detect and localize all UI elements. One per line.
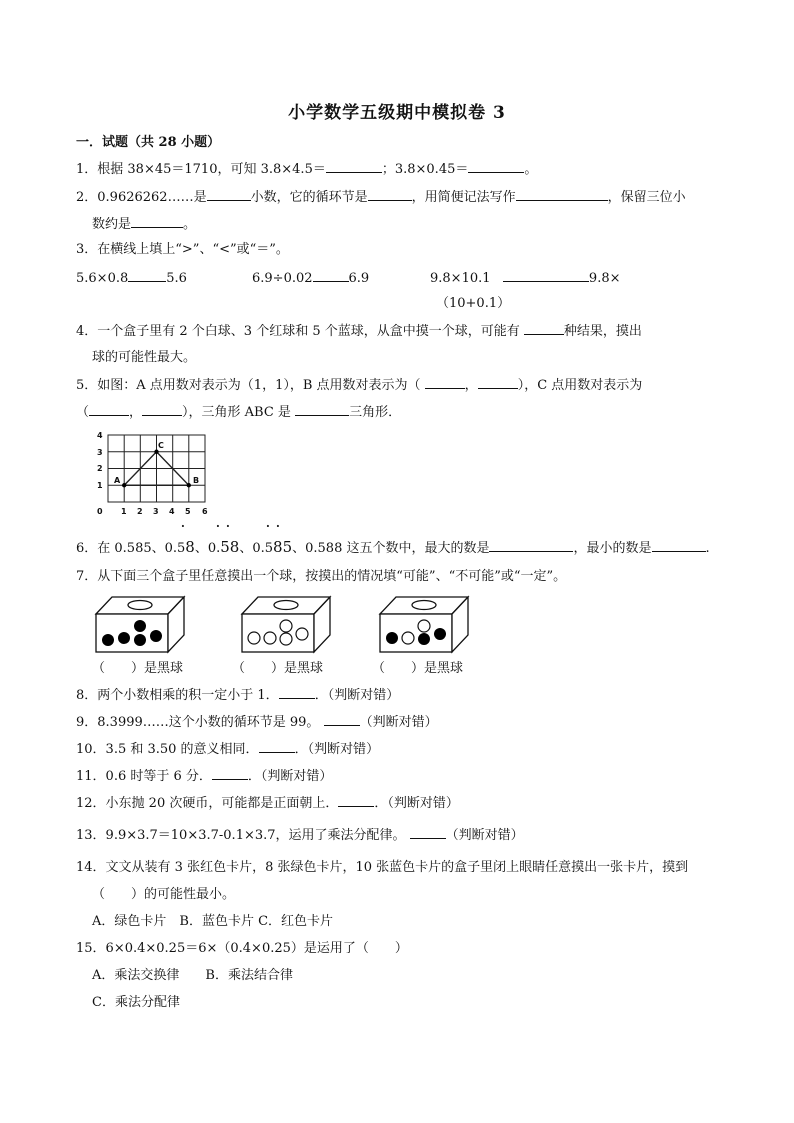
black-ball [118, 632, 130, 644]
question-8: 8．两个小数相乘的积一定小于 1． ．（判断对错） [76, 688, 400, 703]
answer-blank[interactable] [410, 826, 446, 839]
y-tick: 3 [97, 448, 103, 457]
ball-box-3 [378, 594, 470, 654]
answer-blank[interactable] [313, 269, 349, 282]
y-tick: 4 [97, 431, 103, 440]
question-4: 4．一个盒子里有 2 个白球、3 个红球和 5 个蓝球，从盒中摸一个球，可能有 种结果，摸出 [76, 324, 642, 339]
x-tick: 5 [185, 507, 191, 516]
x-tick: 0 [97, 507, 103, 516]
question-11: 11．0.6 时等于 6 分． ．（判断对错） [76, 769, 333, 784]
answer-blank[interactable] [503, 269, 589, 282]
question-3-expr-1: 5.6×0.8 5.6 [76, 271, 187, 286]
repeating-decimal-dot: · [181, 520, 185, 533]
point-c [154, 450, 158, 454]
answer-blank[interactable] [516, 188, 608, 201]
point-a [122, 483, 126, 487]
point-b [187, 483, 191, 487]
question-4-cont: 球的可能性最大。 [92, 350, 197, 365]
grid-lines [108, 435, 205, 502]
answer-blank[interactable] [207, 188, 251, 201]
question-15: 15．6×0.4×0.25＝6×（0.4×0.25）是运用了（ ） [76, 941, 408, 956]
answer-blank[interactable] [324, 713, 360, 726]
answer-blank[interactable] [652, 539, 706, 552]
coordinate-grid-figure [92, 428, 222, 520]
box-2-caption: （ ）是黑球 [232, 661, 324, 676]
question-15-option-c: C．乘法分配律 [92, 995, 180, 1010]
question-10: 10．3.5 和 3.50 的意义相同． ．（判断对错） [76, 742, 380, 757]
question-14-options: A．绿色卡片 B．蓝色卡片 C．红色卡片 [92, 914, 334, 929]
question-3: 3．在横线上填上“>”、“<”或“＝”。 [76, 242, 289, 257]
black-ball [134, 634, 146, 646]
white-ball [296, 628, 308, 640]
black-ball [102, 634, 114, 646]
box-3-caption: （ ）是黑球 [372, 661, 464, 676]
question-6: 6．在 0.585、0.58、0.58、0.585、0.588 这五个数中，最大的数是 ，最小的数是 . [76, 538, 710, 556]
answer-blank[interactable] [295, 403, 349, 416]
label-a: A [114, 476, 121, 485]
repeating-decimal-dot: · [276, 520, 280, 533]
y-tick: 1 [97, 481, 103, 490]
y-tick: 2 [97, 464, 103, 473]
answer-blank[interactable] [259, 740, 295, 753]
answer-blank[interactable] [131, 215, 183, 228]
white-ball [402, 632, 414, 644]
answer-blank[interactable] [478, 376, 518, 389]
answer-blank[interactable] [89, 403, 129, 416]
x-tick: 2 [137, 507, 143, 516]
x-tick: 6 [202, 507, 208, 516]
question-14-cont: （ ）的可能性最小。 [92, 887, 236, 902]
question-1: 1．根据 38×45＝1710，可知 3.8×4.5＝ ；3.8×0.45＝ 。 [76, 162, 538, 177]
white-ball [418, 620, 430, 632]
question-3-expr-3: 9.8×10.1 9.8× [430, 271, 621, 286]
question-2-cont: 数约是 。 [92, 217, 197, 232]
ball-box-1 [94, 594, 186, 654]
answer-blank[interactable] [524, 322, 564, 335]
answer-blank[interactable] [142, 403, 182, 416]
x-tick: 1 [121, 507, 127, 516]
label-b: B [193, 476, 200, 485]
x-tick: 4 [169, 507, 175, 516]
answer-blank[interactable] [425, 376, 465, 389]
answer-blank[interactable] [468, 160, 524, 173]
box-1-caption: （ ）是黑球 [92, 661, 184, 676]
repeating-decimal-dot: · [266, 520, 270, 533]
question-5-cont: （ ， ），三角形 ABC 是 三角形． [76, 405, 402, 420]
answer-blank[interactable] [338, 794, 374, 807]
question-2: 2．0.9626262……是 小数，它的循环节是 ，用简便记法写作 ，保留三位小 [76, 190, 686, 205]
question-9: 9．8.3999……这个小数的循环节是 99。 （判断对错） [76, 715, 438, 730]
question-13: 13．9.9×3.7＝10×3.7-0.1×3.7，运用了乘法分配律。 （判断对错） [76, 828, 524, 843]
white-ball [280, 633, 292, 645]
answer-blank[interactable] [489, 539, 573, 552]
section-header: 一．试题（共 28 小题） [76, 135, 221, 150]
question-5: 5．如图：A 点用数对表示为（1，1），B 点用数对表示为（ ， ），C 点用数对表示为 [76, 378, 643, 393]
question-7: 7．从下面三个盒子里任意摸出一个球，按摸出的情况填“可能”、“不可能”或“一定”。 [76, 569, 567, 584]
answer-blank[interactable] [326, 160, 382, 173]
black-ball [386, 632, 398, 644]
question-12: 12．小东抛 20 次硬币，可能都是正面朝上． ．（判断对错） [76, 796, 459, 811]
black-ball [134, 620, 146, 632]
x-tick: 3 [153, 507, 159, 516]
black-ball [418, 633, 430, 645]
answer-blank[interactable] [212, 767, 248, 780]
black-ball [150, 630, 162, 642]
white-ball [280, 620, 292, 632]
black-ball [434, 628, 446, 640]
ball-box-2 [240, 594, 332, 654]
white-ball [248, 632, 260, 644]
question-14: 14．文文从装有 3 张红色卡片，8 张绿色卡片，10 张蓝色卡片的盒子里闭上眼睛任意摸出一张卡片，摸到 [76, 860, 689, 875]
answer-blank[interactable] [128, 269, 166, 282]
answer-blank[interactable] [279, 686, 315, 699]
page-title: 小学数学五级期中模拟卷 3 [288, 103, 506, 123]
repeating-decimal-dot: · [226, 520, 230, 533]
white-ball [264, 632, 276, 644]
question-15-options-ab: A．乘法交换律 B．乘法结合律 [92, 968, 293, 983]
label-c: C [158, 441, 164, 450]
question-3-expr-3-cont: （10+0.1） [436, 296, 511, 311]
question-3-expr-2: 6.9÷0.02 6.9 [252, 271, 370, 286]
answer-blank[interactable] [368, 188, 412, 201]
repeating-decimal-dot: · [216, 520, 220, 533]
